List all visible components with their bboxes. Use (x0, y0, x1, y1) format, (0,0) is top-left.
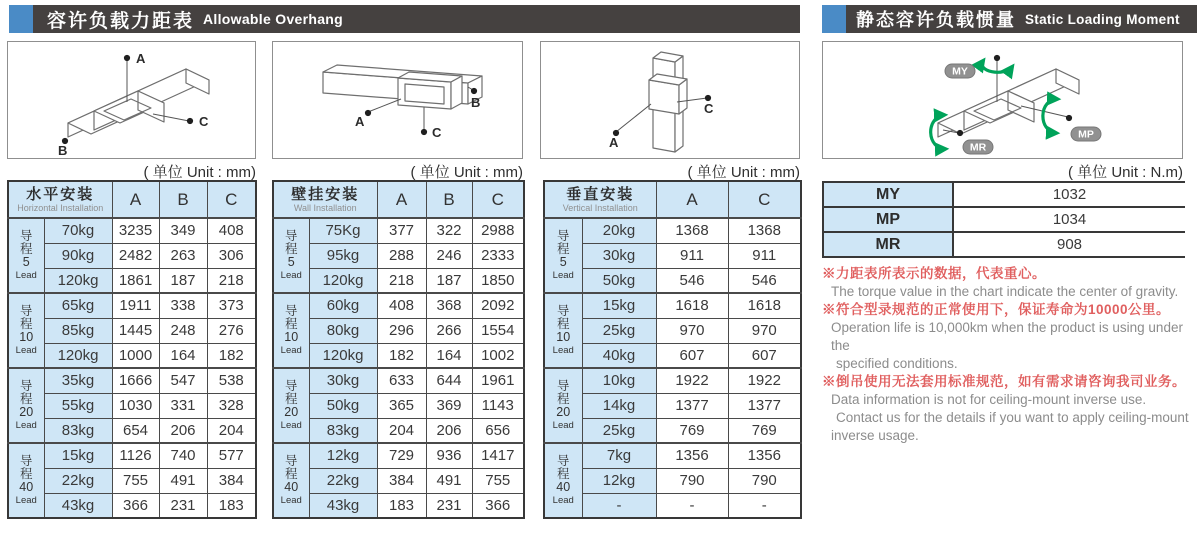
point-c-label: C (704, 101, 714, 116)
right-title-cn: 静态容许负载惯量 (856, 10, 1016, 30)
right-title-en: Static Loading Moment (1025, 11, 1180, 27)
lead-cell: 导 程 5 Lead (544, 218, 582, 293)
load-cell: 83kg (309, 418, 377, 443)
note-en: The torque value in the chart indicate the center of gravity. (831, 284, 1179, 299)
value-cell: 1368 (656, 218, 728, 243)
horizontal-install-diagram (7, 41, 256, 159)
moment-value: 1034 (953, 207, 1185, 232)
value-cell: 366 (472, 493, 524, 518)
value-cell: 338 (159, 293, 207, 318)
value-cell: 1666 (112, 368, 159, 393)
load-cell: 70kg (44, 218, 112, 243)
load-cell: 80kg (309, 318, 377, 343)
value-cell: 1377 (728, 393, 801, 418)
rail-3d (68, 69, 209, 137)
load-cell: 120kg (309, 268, 377, 293)
value-cell: 328 (207, 393, 256, 418)
right-section-header (846, 5, 1197, 33)
lead-cell: 导 程 20 Lead (544, 368, 582, 443)
install-type-header (8, 181, 112, 218)
install-table (543, 180, 802, 519)
value-cell: 769 (728, 418, 801, 443)
unit-label-mm: ( 单位 Unit : mm) (687, 164, 800, 181)
value-cell: 644 (426, 368, 472, 393)
point-c-dot (421, 129, 427, 135)
table-row (544, 468, 801, 493)
load-cell: 12kg (582, 468, 656, 493)
install-type-header (544, 181, 656, 218)
load-cell: 15kg (44, 443, 112, 468)
value-cell: 349 (159, 218, 207, 243)
value-cell: 204 (207, 418, 256, 443)
value-cell: 331 (159, 393, 207, 418)
mr-axis-dot (957, 130, 963, 136)
table-row (8, 268, 256, 293)
value-cell: 740 (159, 443, 207, 468)
table-row (544, 443, 801, 468)
load-cell: 120kg (44, 343, 112, 368)
table-row (8, 443, 256, 468)
table-row (8, 293, 256, 318)
value-cell: 366 (112, 493, 159, 518)
load-cell: 30kg (309, 368, 377, 393)
load-cell: 50kg (309, 393, 377, 418)
value-cell: 369 (426, 393, 472, 418)
table-row (8, 243, 256, 268)
value-cell: 183 (207, 493, 256, 518)
value-cell: 790 (656, 468, 728, 493)
lead-cell: 导 程 5 Lead (8, 218, 44, 293)
column-header: C (728, 181, 801, 218)
table-row (8, 343, 256, 368)
value-cell: 1911 (112, 293, 159, 318)
value-cell: 187 (159, 268, 207, 293)
value-cell: 1618 (656, 293, 728, 318)
value-cell: 276 (207, 318, 256, 343)
value-cell: 246 (426, 243, 472, 268)
value-cell: 607 (656, 343, 728, 368)
point-a-dot (365, 110, 371, 116)
value-cell: 384 (207, 468, 256, 493)
load-cell: 60kg (309, 293, 377, 318)
load-cell: 12kg (309, 443, 377, 468)
table-row (8, 493, 256, 518)
static-moment-diagram (822, 41, 1183, 159)
lead-cell: 导 程 20 Lead (8, 368, 44, 443)
column-header: B (159, 181, 207, 218)
unit-label-nm: ( 单位 Unit : N.m) (1068, 164, 1183, 181)
vertical-rail-drawing (541, 42, 799, 158)
column-header: A (112, 181, 159, 218)
value-cell: 755 (112, 468, 159, 493)
value-cell: 654 (112, 418, 159, 443)
value-cell: 368 (426, 293, 472, 318)
table-row (8, 468, 256, 493)
value-cell: 1000 (112, 343, 159, 368)
accent-square-icon (9, 5, 33, 33)
table-row (273, 493, 524, 518)
value-cell: 546 (656, 268, 728, 293)
moment-label: MR (823, 232, 953, 257)
mr-badge: MR (969, 141, 987, 154)
value-cell: 204 (377, 418, 426, 443)
value-cell: 1356 (728, 443, 801, 468)
table-row (544, 268, 801, 293)
value-cell: 970 (656, 318, 728, 343)
value-cell: 187 (426, 268, 472, 293)
value-cell: 1143 (472, 393, 524, 418)
table-row (8, 418, 256, 443)
load-cell: 50kg (582, 268, 656, 293)
point-a-label: A (355, 114, 365, 129)
wall-install-table (272, 180, 525, 519)
static-moment-table (822, 181, 1185, 258)
table-row (273, 418, 524, 443)
table-row (823, 207, 1185, 232)
install-type-cn: 壁挂安装 (291, 185, 360, 203)
load-cell: 75Kg (309, 218, 377, 243)
table-row (544, 218, 801, 243)
load-cell: - (582, 493, 656, 518)
install-type-cn: 水平安装 (26, 185, 95, 203)
unit-label-mm: ( 单位 Unit : mm) (143, 164, 256, 181)
install-type-en: Vertical Installation (562, 202, 638, 213)
load-cell: 83kg (44, 418, 112, 443)
my-badge: MY (952, 65, 968, 78)
install-type-cn: 垂直安装 (566, 185, 635, 203)
mp-badge: MP (1078, 128, 1094, 141)
left-section-header (33, 5, 800, 33)
value-cell: 182 (377, 343, 426, 368)
value-cell: 546 (728, 268, 801, 293)
lead-cell: 导 程 10 Lead (273, 293, 309, 368)
table-row (273, 268, 524, 293)
lead-cell: 导 程 40 Lead (273, 443, 309, 518)
note-en: Operation life is 10,000km when the product is using under the (831, 320, 1183, 353)
left-title-en: Allowable Overhang (203, 11, 344, 27)
note-en: inverse usage. (831, 428, 919, 443)
table-row (544, 243, 801, 268)
my-axis-dot (994, 55, 1000, 61)
value-cell: 384 (377, 468, 426, 493)
install-type-header (273, 181, 377, 218)
table-row (273, 343, 524, 368)
table-row (273, 368, 524, 393)
install-type-en: Wall Installation (293, 202, 357, 213)
horizontal-rail-drawing (8, 42, 255, 158)
load-cell: 22kg (44, 468, 112, 493)
load-cell: 25kg (582, 318, 656, 343)
lead-cell: 导 程 40 Lead (8, 443, 44, 518)
load-cell: 95kg (309, 243, 377, 268)
table-row (544, 493, 801, 518)
value-cell: 729 (377, 443, 426, 468)
value-cell: 296 (377, 318, 426, 343)
moment-value: 908 (953, 232, 1185, 257)
value-cell: 408 (207, 218, 256, 243)
value-cell: 288 (377, 243, 426, 268)
value-cell: 2092 (472, 293, 524, 318)
value-cell: 1861 (112, 268, 159, 293)
value-cell: 1922 (656, 368, 728, 393)
load-cell: 20kg (582, 218, 656, 243)
table-row (273, 443, 524, 468)
load-cell: 90kg (44, 243, 112, 268)
value-cell: 218 (207, 268, 256, 293)
point-c-label: C (199, 114, 209, 129)
table-row (8, 218, 256, 243)
value-cell: 231 (159, 493, 207, 518)
load-cell: 35kg (44, 368, 112, 393)
rail-3d (323, 65, 482, 109)
note-en: Contact us for the details if you want to apply ceiling-mount (836, 410, 1189, 425)
note-cn: ※符合型录规范的正常使用下，保证寿命为10000公里。 (822, 302, 1171, 317)
value-cell: 1002 (472, 343, 524, 368)
lead-cell: 导 程 40 Lead (544, 443, 582, 518)
table-row (544, 293, 801, 318)
lead-cell: 导 程 5 Lead (273, 218, 309, 293)
load-cell: 7kg (582, 443, 656, 468)
wall-install-diagram (272, 41, 523, 159)
value-cell: 1961 (472, 368, 524, 393)
vertical-install-table (543, 180, 802, 519)
value-cell: 365 (377, 393, 426, 418)
value-cell: 1368 (728, 218, 801, 243)
value-cell: 231 (426, 493, 472, 518)
lead-cell: 导 程 20 Lead (273, 368, 309, 443)
value-cell: 182 (207, 343, 256, 368)
header-row (273, 181, 524, 218)
point-a-label: A (136, 51, 146, 66)
footnotes (822, 265, 1198, 445)
column-header: B (426, 181, 472, 218)
value-cell: 633 (377, 368, 426, 393)
install-table (7, 180, 257, 519)
value-cell: 266 (426, 318, 472, 343)
value-cell: 1445 (112, 318, 159, 343)
load-cell: 22kg (309, 468, 377, 493)
value-cell: 3235 (112, 218, 159, 243)
accent-square-icon (822, 5, 846, 33)
table-row (544, 343, 801, 368)
load-cell: 40kg (582, 343, 656, 368)
value-cell: 2333 (472, 243, 524, 268)
value-cell: 547 (159, 368, 207, 393)
table-row (8, 368, 256, 393)
value-cell: 1618 (728, 293, 801, 318)
point-a-label: A (609, 135, 619, 150)
value-cell: - (656, 493, 728, 518)
point-a-dot (124, 55, 130, 61)
table-row (273, 393, 524, 418)
value-cell: 2988 (472, 218, 524, 243)
column-header: C (207, 181, 256, 218)
rail-3d (649, 52, 687, 152)
table-row (273, 468, 524, 493)
value-cell: 248 (159, 318, 207, 343)
value-cell: 206 (426, 418, 472, 443)
value-cell: 1126 (112, 443, 159, 468)
moment-label: MP (823, 207, 953, 232)
table-row (544, 368, 801, 393)
load-cell: 14kg (582, 393, 656, 418)
table-row (544, 318, 801, 343)
value-cell: 1356 (656, 443, 728, 468)
column-header: C (472, 181, 524, 218)
value-cell: 1417 (472, 443, 524, 468)
left-title-cn: 容许负载力距表 (47, 10, 195, 32)
value-cell: 1922 (728, 368, 801, 393)
table-row (8, 318, 256, 343)
value-cell: 970 (728, 318, 801, 343)
note-en: specified conditions. (836, 356, 958, 371)
value-cell: 206 (159, 418, 207, 443)
point-b-dot (471, 88, 477, 94)
load-cell: 10kg (582, 368, 656, 393)
vertical-install-diagram (540, 41, 800, 159)
column-header: A (656, 181, 728, 218)
value-cell: 1377 (656, 393, 728, 418)
column-header: A (377, 181, 426, 218)
value-cell: 790 (728, 468, 801, 493)
lead-cell: 导 程 10 Lead (8, 293, 44, 368)
value-cell: 769 (656, 418, 728, 443)
value-cell: 538 (207, 368, 256, 393)
value-cell: 911 (728, 243, 801, 268)
lead-cell: 导 程 10 Lead (544, 293, 582, 368)
value-cell: 164 (426, 343, 472, 368)
load-cell: 43kg (44, 493, 112, 518)
load-cell: 120kg (309, 343, 377, 368)
value-cell: 322 (426, 218, 472, 243)
mp-axis-dot (1066, 115, 1072, 121)
table-row (273, 318, 524, 343)
note-cn: ※倒吊使用无法套用标准规范，如有需求请咨询我司业务。 (822, 374, 1186, 389)
unit-label-mm: ( 单位 Unit : mm) (410, 164, 523, 181)
value-cell: 306 (207, 243, 256, 268)
value-cell: 491 (426, 468, 472, 493)
load-cell: 55kg (44, 393, 112, 418)
header-row (544, 181, 801, 218)
value-cell: 1554 (472, 318, 524, 343)
value-cell: 1030 (112, 393, 159, 418)
point-c-label: C (432, 125, 442, 140)
value-cell: 755 (472, 468, 524, 493)
moment-value: 1032 (953, 182, 1185, 207)
load-cell: 120kg (44, 268, 112, 293)
value-cell: 263 (159, 243, 207, 268)
value-cell: 911 (656, 243, 728, 268)
header-row (8, 181, 256, 218)
load-cell: 65kg (44, 293, 112, 318)
load-cell: 15kg (582, 293, 656, 318)
note-cn: ※力距表所表示的数据，代表重心。 (822, 266, 1046, 281)
wall-rail-drawing (273, 42, 522, 158)
rail-3d (938, 69, 1079, 137)
value-cell: 408 (377, 293, 426, 318)
value-cell: 373 (207, 293, 256, 318)
table-row (823, 232, 1185, 257)
value-cell: 2482 (112, 243, 159, 268)
table-row (273, 293, 524, 318)
moment-label: MY (823, 182, 953, 207)
value-cell: 491 (159, 468, 207, 493)
value-cell: 218 (377, 268, 426, 293)
table-row (823, 182, 1185, 207)
value-cell: 656 (472, 418, 524, 443)
mp-rotation-arrow-icon (1043, 99, 1057, 133)
load-cell: 85kg (44, 318, 112, 343)
table-row (273, 243, 524, 268)
install-type-en: Horizontal Installation (17, 202, 104, 213)
table-row (8, 393, 256, 418)
value-cell: 936 (426, 443, 472, 468)
value-cell: 577 (207, 443, 256, 468)
point-b-label: B (471, 95, 481, 110)
horizontal-install-table (7, 180, 257, 519)
value-cell: 183 (377, 493, 426, 518)
value-cell: - (728, 493, 801, 518)
value-cell: 607 (728, 343, 801, 368)
install-table (272, 180, 525, 519)
table-row (273, 218, 524, 243)
load-cell: 43kg (309, 493, 377, 518)
load-cell: 30kg (582, 243, 656, 268)
table-row (544, 418, 801, 443)
moment-rail-drawing (823, 42, 1182, 158)
load-cell: 25kg (582, 418, 656, 443)
table-row (544, 393, 801, 418)
note-en: Data information is not for ceiling-mount inverse use. (831, 392, 1147, 407)
point-c-dot (187, 118, 193, 124)
value-cell: 377 (377, 218, 426, 243)
value-cell: 164 (159, 343, 207, 368)
point-b-label: B (58, 143, 68, 158)
value-cell: 1850 (472, 268, 524, 293)
